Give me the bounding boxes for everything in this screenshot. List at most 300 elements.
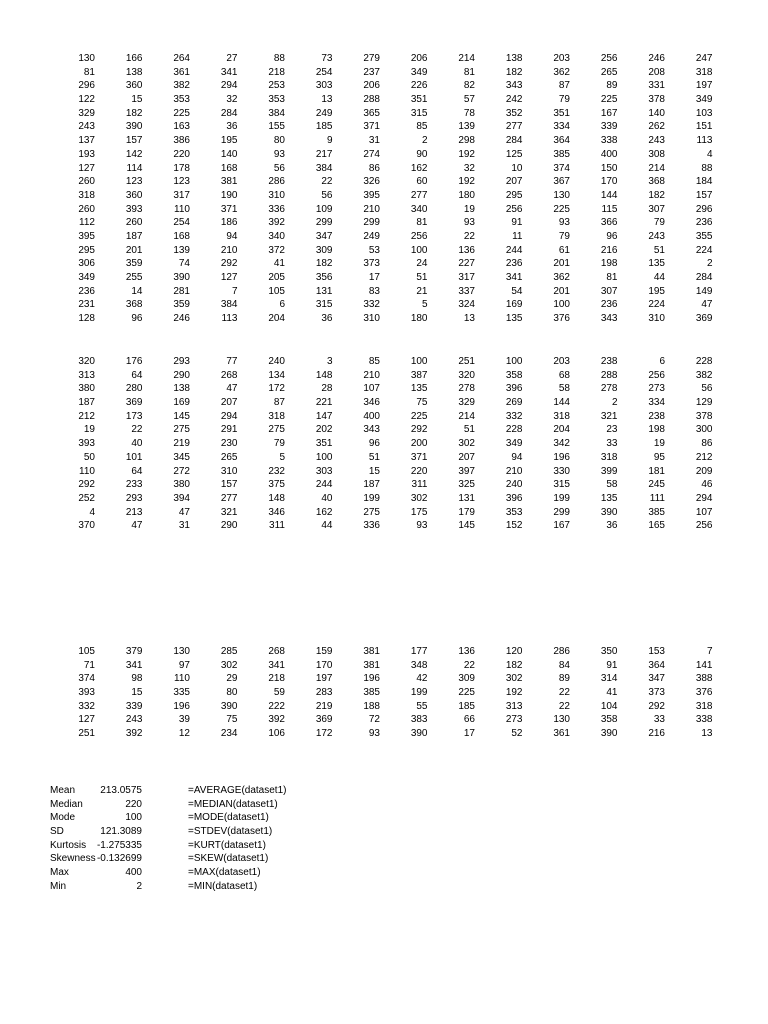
- table-cell: 182: [648, 189, 665, 201]
- table-cell: 338: [695, 714, 713, 726]
- table-cell: 29: [226, 673, 238, 685]
- table-cell: 128: [78, 313, 95, 325]
- table-cell: 217: [315, 148, 333, 160]
- table-row: [50, 369, 713, 383]
- summary-statistics: [50, 784, 286, 894]
- table-cell: 286: [553, 646, 570, 657]
- table-cell: 332: [78, 700, 95, 712]
- table-cell: 89: [606, 80, 618, 92]
- table-cell: 201: [125, 244, 143, 256]
- table-cell: 332: [505, 410, 523, 422]
- table-cell: 60: [416, 176, 428, 188]
- table-cell: 195: [648, 285, 665, 297]
- table-cell: 109: [315, 203, 333, 215]
- table-cell: 346: [268, 506, 285, 518]
- table-cell: 240: [505, 479, 523, 491]
- table-cell: 75: [226, 714, 238, 726]
- table-row: [50, 216, 713, 230]
- table-cell: 371: [363, 121, 380, 133]
- stat-formula: =MODE(dataset1): [188, 812, 269, 824]
- table-cell: 100: [505, 356, 523, 367]
- table-cell: 309: [458, 673, 475, 685]
- table-cell: 274: [363, 148, 380, 160]
- table-cell: 320: [458, 369, 475, 381]
- table-cell: 136: [458, 244, 475, 256]
- table-cell: 19: [83, 424, 95, 436]
- table-cell: 224: [695, 244, 713, 256]
- table-cell: 83: [368, 285, 380, 297]
- table-cell: 206: [363, 80, 380, 92]
- table-cell: 378: [695, 410, 713, 422]
- table-cell: 66: [463, 714, 475, 726]
- table-cell: 299: [553, 506, 570, 518]
- table-cell: 260: [78, 203, 95, 215]
- table-cell: 317: [173, 189, 190, 201]
- table-cell: 345: [173, 451, 190, 463]
- table-cell: 313: [505, 700, 523, 712]
- table-cell: 112: [79, 217, 95, 229]
- table-row: [50, 285, 713, 299]
- table-cell: 136: [458, 646, 475, 657]
- table-cell: 47: [701, 299, 713, 311]
- stat-formula: =SKEW(dataset1): [188, 853, 269, 865]
- table-cell: 376: [553, 313, 570, 325]
- table-cell: 309: [315, 244, 333, 256]
- table-cell: 373: [363, 258, 380, 270]
- table-cell: 294: [220, 410, 238, 422]
- stat-label: Max: [50, 867, 69, 879]
- table-cell: 51: [653, 244, 665, 256]
- table-cell: 310: [363, 313, 380, 325]
- table-cell: 147: [315, 410, 333, 422]
- table-cell: 71: [83, 659, 95, 671]
- table-cell: 179: [458, 506, 475, 518]
- table-cell: 236: [695, 217, 713, 229]
- table-cell: 243: [125, 714, 143, 726]
- table-cell: 378: [648, 94, 665, 106]
- table-cell: 138: [125, 66, 143, 78]
- table-row: [50, 271, 713, 285]
- table-cell: 384: [268, 107, 285, 119]
- table-cell: 371: [410, 451, 428, 463]
- table-cell: 369: [695, 313, 713, 325]
- table-row: [50, 492, 713, 506]
- table-cell: 193: [78, 148, 95, 160]
- table-cell: 330: [553, 465, 570, 477]
- table-cell: 88: [273, 53, 285, 64]
- table-cell: 81: [83, 66, 95, 78]
- table-row: [50, 66, 713, 80]
- table-cell: 46: [701, 479, 713, 491]
- table-cell: 177: [410, 646, 428, 657]
- table-cell: 182: [505, 659, 523, 671]
- table-cell: 393: [78, 438, 95, 450]
- table-cell: 318: [600, 451, 618, 463]
- table-row: [50, 189, 713, 203]
- table-cell: 6: [279, 299, 285, 311]
- table-cell: 232: [268, 465, 285, 477]
- table-cell: 182: [125, 107, 143, 119]
- table-cell: 315: [410, 107, 428, 119]
- table-cell: 361: [173, 66, 190, 78]
- table-cell: 273: [648, 383, 665, 395]
- table-cell: 87: [273, 397, 285, 409]
- table-cell: 138: [505, 53, 523, 64]
- table-cell: 13: [321, 94, 333, 106]
- table-cell: 86: [368, 162, 380, 174]
- table-cell: 349: [695, 94, 713, 106]
- table-cell: 292: [78, 479, 95, 491]
- table-cell: 381: [220, 176, 238, 188]
- table-cell: 336: [363, 520, 380, 532]
- table-cell: 198: [600, 258, 618, 270]
- table-cell: 9: [326, 135, 333, 147]
- table-cell: 42: [416, 673, 428, 685]
- table-cell: 310: [648, 313, 665, 325]
- table-cell: 360: [125, 189, 143, 201]
- stat-label: Kurtosis: [50, 839, 87, 851]
- table-cell: 342: [553, 438, 570, 450]
- table-cell: 396: [505, 492, 523, 504]
- table-cell: 107: [695, 506, 713, 518]
- table-cell: 3: [326, 356, 333, 367]
- table-cell: 318: [695, 700, 713, 712]
- table-cell: 393: [125, 203, 143, 215]
- stat-row: [50, 880, 286, 894]
- table-cell: 296: [695, 203, 713, 215]
- table-cell: 365: [363, 107, 380, 119]
- table-cell: 285: [220, 646, 238, 657]
- table-cell: 153: [648, 646, 665, 657]
- table-cell: 157: [695, 189, 713, 201]
- table-cell: 181: [648, 465, 665, 477]
- table-cell: 290: [173, 369, 190, 381]
- table-cell: 51: [416, 272, 428, 283]
- table-row: [50, 659, 713, 673]
- table-cell: 196: [553, 451, 570, 463]
- table-cell: 192: [458, 176, 475, 188]
- table-cell: 36: [321, 313, 333, 325]
- table-cell: 353: [173, 94, 190, 106]
- table-cell: 111: [649, 492, 665, 504]
- table-cell: 91: [606, 659, 618, 671]
- table-cell: 279: [363, 53, 380, 64]
- table-cell: 227: [458, 258, 475, 270]
- table-cell: 275: [363, 506, 380, 518]
- table-cell: 89: [558, 673, 570, 685]
- table-cell: 64: [131, 465, 143, 477]
- table-cell: 369: [315, 714, 333, 726]
- table-cell: 224: [648, 299, 665, 311]
- table-cell: 40: [131, 438, 143, 450]
- table-cell: 231: [78, 299, 95, 311]
- table-cell: 252: [78, 492, 95, 504]
- table-cell: 341: [268, 659, 285, 671]
- table-cell: 399: [600, 465, 618, 477]
- table-cell: 185: [458, 700, 475, 712]
- table-cell: 299: [363, 217, 380, 229]
- table-cell: 168: [220, 162, 238, 174]
- table-cell: 47: [178, 506, 190, 518]
- table-cell: 113: [221, 313, 238, 325]
- table-cell: 225: [553, 203, 570, 215]
- stat-row: [50, 825, 286, 839]
- table-cell: 72: [368, 714, 380, 726]
- table-cell: 19: [653, 438, 665, 450]
- table-cell: 375: [268, 479, 285, 491]
- table-cell: 295: [78, 244, 95, 256]
- table-cell: 169: [505, 299, 523, 311]
- stat-formula: =AVERAGE(dataset1): [188, 785, 287, 796]
- table-cell: 278: [600, 383, 618, 395]
- table-cell: 277: [505, 121, 523, 133]
- table-cell: 134: [268, 369, 285, 381]
- table-cell: 320: [78, 356, 95, 367]
- table-cell: 113: [696, 135, 713, 147]
- table-cell: 137: [78, 135, 95, 147]
- table-cell: 208: [648, 66, 665, 78]
- table-cell: 272: [173, 465, 190, 477]
- table-cell: 82: [463, 80, 475, 92]
- table-cell: 315: [315, 299, 333, 311]
- table-row: [50, 423, 713, 437]
- table-cell: 343: [505, 80, 523, 92]
- table-cell: 240: [268, 356, 285, 367]
- table-cell: 187: [363, 479, 380, 491]
- table-cell: 397: [458, 465, 475, 477]
- table-cell: 172: [315, 728, 333, 740]
- table-cell: 256: [410, 230, 428, 242]
- table-cell: 281: [173, 285, 190, 297]
- table-cell: 291: [220, 424, 238, 436]
- table-cell: 298: [458, 135, 475, 147]
- table-row: [50, 93, 713, 107]
- table-cell: 334: [553, 121, 570, 133]
- table-row: [50, 175, 713, 189]
- table-cell: 310: [220, 465, 238, 477]
- table-cell: 123: [125, 176, 143, 188]
- table-row: [50, 437, 713, 451]
- table-row: [50, 134, 713, 148]
- table-cell: 61: [558, 244, 570, 256]
- table-cell: 2: [421, 135, 428, 147]
- table-cell: 220: [410, 465, 428, 477]
- table-cell: 326: [363, 176, 380, 188]
- table-cell: 4: [89, 506, 95, 518]
- table-cell: 93: [463, 217, 475, 229]
- table-cell: 359: [125, 258, 143, 270]
- table-cell: 302: [410, 492, 428, 504]
- table-cell: 369: [125, 397, 143, 409]
- table-cell: 381: [363, 659, 380, 671]
- table-cell: 142: [125, 148, 143, 160]
- table-cell: 336: [268, 203, 285, 215]
- table-cell: 393: [78, 687, 95, 699]
- table-cell: 127: [78, 162, 95, 174]
- table-cell: 21: [416, 285, 428, 297]
- table-cell: 228: [505, 424, 523, 436]
- table-cell: 238: [600, 356, 618, 367]
- table-cell: 6: [659, 356, 665, 367]
- table-cell: 207: [458, 451, 475, 463]
- table-cell: 364: [553, 135, 570, 147]
- table-cell: 347: [315, 230, 333, 242]
- table-row: [50, 451, 713, 465]
- table-cell: 204: [268, 313, 285, 325]
- table-cell: 325: [458, 479, 475, 491]
- table-cell: 52: [511, 728, 523, 740]
- table-cell: 318: [553, 410, 570, 422]
- table-cell: 44: [653, 272, 665, 283]
- table-cell: 308: [648, 148, 665, 160]
- table-cell: 273: [505, 714, 523, 726]
- table-cell: 221: [315, 397, 333, 409]
- table-cell: 140: [648, 107, 665, 119]
- table-cell: 374: [78, 673, 95, 685]
- table-cell: 246: [173, 313, 190, 325]
- table-cell: 253: [268, 80, 285, 92]
- table-cell: 210: [363, 203, 380, 215]
- table-cell: 396: [505, 383, 523, 395]
- table-cell: 120: [505, 646, 523, 657]
- table-cell: 351: [315, 438, 333, 450]
- table-cell: 184: [695, 176, 713, 188]
- table-cell: 225: [458, 687, 475, 699]
- table-cell: 249: [315, 107, 333, 119]
- table-cell: 197: [315, 673, 333, 685]
- table-cell: 50: [83, 451, 95, 463]
- table-cell: 293: [125, 492, 143, 504]
- table-cell: 159: [315, 646, 333, 657]
- table-cell: 306: [78, 258, 95, 270]
- stat-value: 100: [125, 812, 142, 824]
- table-cell: 351: [410, 94, 428, 106]
- table-cell: 264: [173, 53, 190, 64]
- table-row: [50, 257, 713, 271]
- table-cell: 277: [220, 492, 238, 504]
- table-cell: 139: [173, 244, 190, 256]
- table-cell: 100: [553, 299, 570, 311]
- table-cell: 292: [410, 424, 428, 436]
- table-cell: 97: [178, 659, 190, 671]
- table-cell: 86: [701, 438, 713, 450]
- table-cell: 206: [410, 53, 428, 64]
- stat-label: Mean: [50, 785, 76, 796]
- table-cell: 190: [220, 189, 238, 201]
- table-cell: 238: [648, 410, 665, 422]
- table-cell: 367: [553, 176, 570, 188]
- table-cell: 144: [553, 397, 570, 409]
- table-cell: 244: [505, 244, 523, 256]
- table-cell: 247: [695, 53, 713, 64]
- table-cell: 107: [363, 383, 380, 395]
- table-cell: 81: [416, 217, 428, 229]
- table-cell: 32: [463, 162, 475, 174]
- table-cell: 251: [78, 728, 95, 740]
- table-cell: 41: [606, 687, 618, 699]
- table-cell: 362: [553, 66, 570, 78]
- table-cell: 130: [78, 53, 95, 64]
- table-cell: 260: [78, 176, 95, 188]
- table-cell: 368: [125, 299, 143, 311]
- table-cell: 244: [315, 479, 333, 491]
- table-cell: 277: [410, 189, 428, 201]
- table-cell: 373: [648, 687, 665, 699]
- table-cell: 163: [173, 121, 190, 133]
- table-cell: 293: [173, 356, 190, 367]
- table-cell: 199: [363, 492, 380, 504]
- table-cell: 51: [463, 424, 475, 436]
- table-cell: 341: [220, 66, 238, 78]
- table-cell: 169: [173, 397, 190, 409]
- table-cell: 340: [268, 230, 285, 242]
- table-cell: 360: [125, 80, 143, 92]
- table-cell: 226: [410, 80, 428, 92]
- table-cell: 318: [78, 189, 95, 201]
- table-cell: 131: [315, 285, 333, 297]
- table-cell: 390: [410, 728, 428, 740]
- table-cell: 162: [315, 506, 333, 518]
- table-cell: 353: [268, 94, 285, 106]
- table-cell: 199: [410, 687, 428, 699]
- table-cell: 135: [600, 492, 618, 504]
- table-cell: 385: [553, 148, 570, 160]
- table-cell: 385: [648, 506, 665, 518]
- table-cell: 187: [78, 397, 95, 409]
- stat-value: 121.3089: [100, 826, 142, 838]
- table-cell: 346: [363, 397, 380, 409]
- table-cell: 371: [220, 203, 238, 215]
- table-cell: 370: [78, 520, 95, 532]
- table-cell: 182: [505, 66, 523, 78]
- table-cell: 85: [368, 356, 380, 367]
- table-cell: 23: [606, 424, 618, 436]
- table-cell: 5: [421, 299, 428, 311]
- table-cell: 96: [606, 230, 618, 242]
- table-cell: 390: [125, 121, 143, 133]
- table-row: [50, 396, 713, 410]
- table-cell: 348: [410, 659, 428, 671]
- table-cell: 79: [273, 438, 285, 450]
- table-cell: 157: [125, 135, 143, 147]
- table-cell: 88: [701, 162, 713, 174]
- table-cell: 249: [363, 230, 380, 242]
- table-cell: 388: [695, 673, 713, 685]
- stat-row: [50, 866, 286, 880]
- table-cell: 12: [178, 728, 190, 740]
- table-cell: 384: [220, 299, 238, 311]
- table-cell: 236: [505, 258, 523, 270]
- table-cell: 225: [600, 94, 618, 106]
- table-cell: 197: [695, 80, 713, 92]
- table-cell: 284: [505, 135, 523, 147]
- table-cell: 24: [416, 258, 428, 270]
- table-cell: 386: [173, 135, 190, 147]
- stat-value: 220: [125, 798, 142, 810]
- table-cell: 11: [512, 230, 523, 242]
- table-cell: 93: [273, 148, 285, 160]
- table-cell: 56: [273, 162, 285, 174]
- table-cell: 148: [268, 492, 285, 504]
- table-cell: 173: [125, 410, 143, 422]
- table-cell: 101: [125, 451, 143, 463]
- table-cell: 172: [268, 383, 285, 395]
- table-cell: 129: [695, 397, 713, 409]
- table-cell: 80: [226, 687, 238, 699]
- table-cell: 374: [553, 162, 570, 174]
- table-cell: 125: [505, 148, 523, 160]
- table-row: [50, 148, 713, 162]
